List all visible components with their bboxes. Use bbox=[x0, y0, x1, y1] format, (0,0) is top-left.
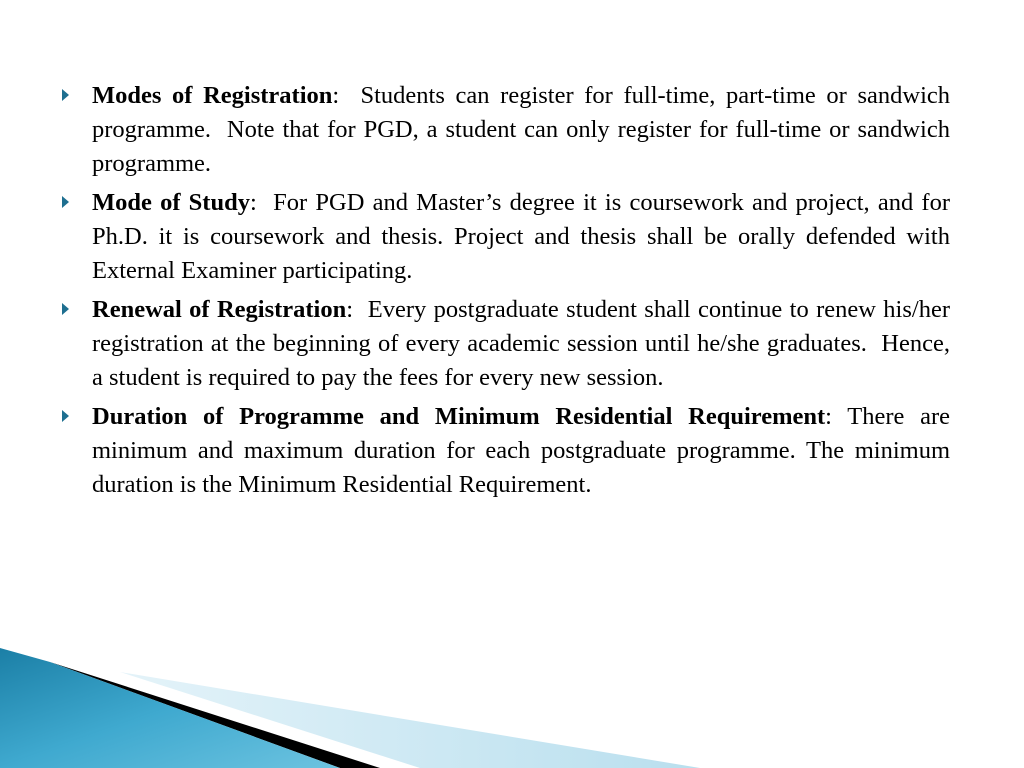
bullet-term: Duration of Programme and Minimum Residential Requirement bbox=[92, 403, 826, 430]
bullet-text bbox=[92, 400, 957, 502]
bullet-term: Renewal of Registration bbox=[92, 296, 347, 323]
triangle-bullet-icon bbox=[62, 303, 69, 315]
bullet-item-mode-of-study bbox=[0, 186, 1024, 288]
bullet-text bbox=[92, 186, 957, 288]
swoosh-black-band bbox=[50, 662, 380, 768]
bullet-body: For PGD and Master’s degree it is coursework and project, and for Ph.D. it is coursework and thesis. Project and thesis shall be orally defended with External Examiner participating. bbox=[92, 189, 957, 284]
triangle-bullet-icon bbox=[62, 196, 69, 208]
bullet-body: Students can register for full-time, part-time or sandwich programme. Note that for PGD, a student can only register for full-time or sandwich programme. bbox=[92, 82, 957, 177]
bullet-separator: : bbox=[249, 189, 257, 216]
bullet-separator: : bbox=[825, 403, 832, 430]
bullet-body: Every postgraduate student shall continue to renew his/her registration at the beginning of every academic session until he/she graduates. Hence, a student is required to pay the fees for every new session. bbox=[92, 296, 957, 391]
bullet-item-renewal-of-registration bbox=[0, 293, 1024, 395]
swoosh-pale-band bbox=[120, 672, 700, 768]
bullet-text bbox=[92, 293, 957, 395]
bullet-separator: : bbox=[346, 296, 354, 323]
bullet-item-modes-of-registration bbox=[0, 79, 1024, 181]
bullet-term: Modes of Registration bbox=[92, 82, 333, 109]
triangle-bullet-icon bbox=[62, 410, 69, 422]
swoosh-blue-band bbox=[0, 648, 340, 768]
bullet-text bbox=[92, 79, 957, 181]
bullet-item-duration-of-programme bbox=[0, 400, 1024, 502]
bullet-term: Mode of Study bbox=[92, 189, 250, 216]
bullet-separator: : bbox=[332, 82, 340, 109]
triangle-bullet-icon bbox=[62, 89, 69, 101]
bullet-body: There are minimum and maximum duration for each postgraduate programme. The minimum duration is the Minimum Residential Requirement. bbox=[92, 403, 957, 498]
bullet-list bbox=[0, 79, 1024, 507]
